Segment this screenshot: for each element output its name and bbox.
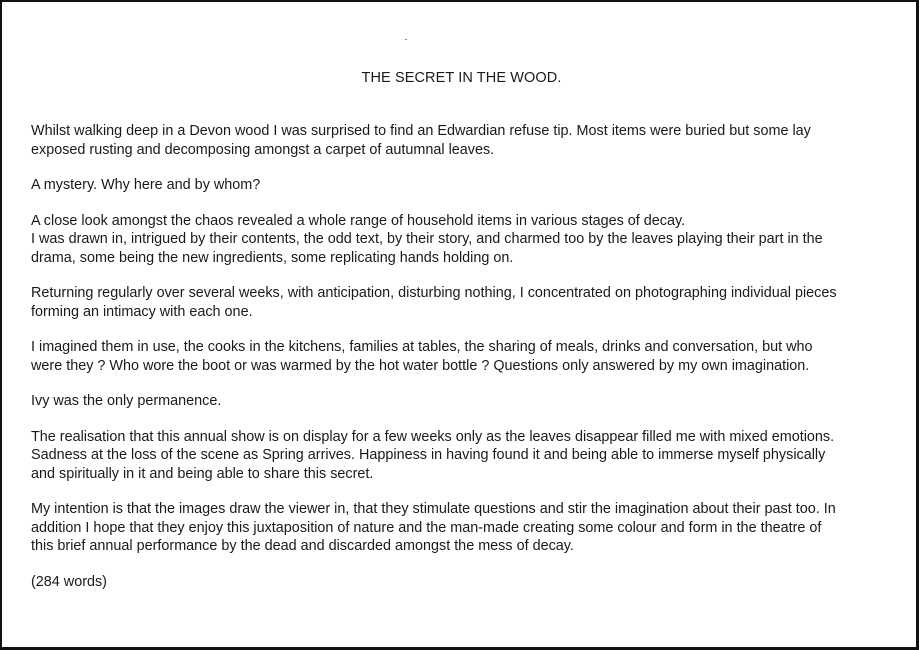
paragraph-realisation: The realisation that this annual show is on display for a few weeks only as the leaves disappear filled me with mixed emotions. Sadness at the loss of the scene as Spring arrives. Happiness in having found it and being able to immerse myself physically and spiritually in it and being able to share this secret. xyxy=(31,428,835,482)
scan-speck xyxy=(405,39,407,40)
paragraph-intention: My intention is that the images draw the viewer in, that they stimulate questions and stir the imagination about their past too. In addition I hope that they enjoy this juxtaposition of nature and the man-made creating some colour and form in the theatre of this brief annual performance by the dead and discarded amongst the mess of decay. xyxy=(31,501,836,554)
word-count: (284 words) xyxy=(31,573,107,590)
document-title: THE SECRET IN THE WOOD. xyxy=(361,70,562,86)
paragraph-imagined: I imagined them in use, the cooks in the kitchens, families at tables, the sharing of meals, drinks and conversation, but who were they ? Who wore the boot or was warmed by the hot water bottle ? Questions only answered by my own imagination. xyxy=(31,339,813,374)
paragraph-mystery: A mystery. Why here and by whom? xyxy=(31,177,261,193)
document-body xyxy=(31,122,907,608)
paragraph-discovery: Whilst walking deep in a Devon wood I was surprised to find an Edwardian refuse tip. Most items were buried but some lay exposed rusting and decomposing amongst a carpet of autumnal leaves. xyxy=(31,123,811,158)
paragraph-ivy: Ivy was the only permanence. xyxy=(31,393,222,409)
paragraph-close-look: A close look amongst the chaos revealed a whole range of household items in various stages of decay. I was drawn in, intrigued by their contents, the odd text, by their story, and charmed too by the leaves playing their part in the drama, some being the new ingredients, some replicating hands holding on. xyxy=(31,212,823,266)
paragraph-returning: Returning regularly over several weeks, with anticipation, disturbing nothing, I concentrated on photographing individual pieces forming an intimacy with each one. xyxy=(31,285,837,320)
